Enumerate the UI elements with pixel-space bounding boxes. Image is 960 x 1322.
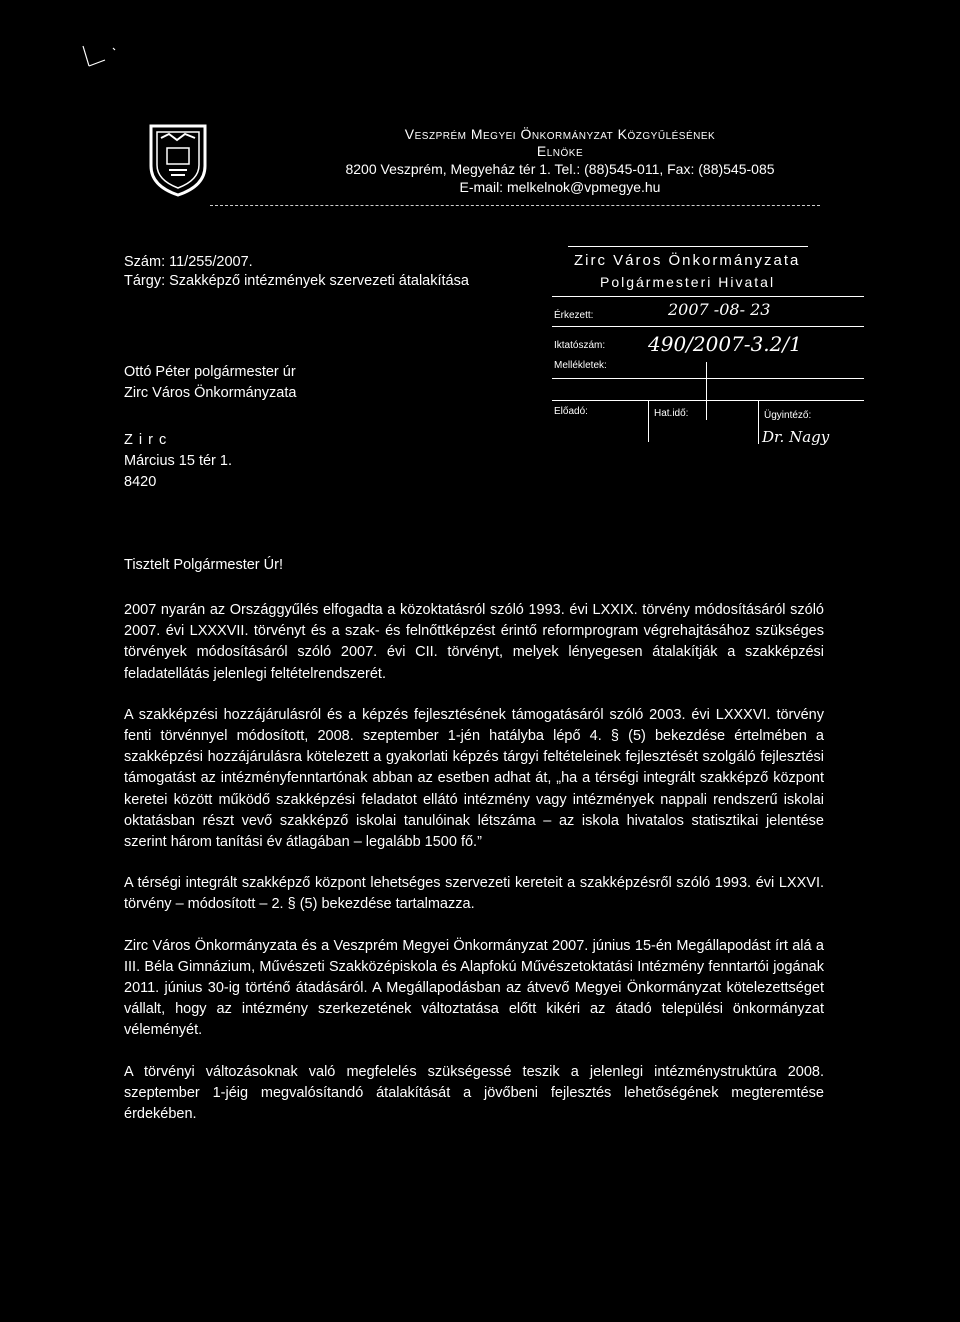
stamp-deadline-label: Hat.idő:	[654, 408, 689, 419]
registration-stamp	[548, 240, 873, 460]
county-coat-of-arms-icon	[147, 122, 209, 198]
stamp-received-label: Érkezett:	[554, 310, 594, 321]
document-number: Szám: 11/255/2007.	[124, 254, 253, 270]
body-paragraph: 2007 nyarán az Országgyűlés elfogadta a közoktatásról szóló 1993. évi LXXIX. törvény módosításáról szóló 2007. évi LXXXVII. törvényt és a szak- és felnőttképzést érintő reformprogram végrehajtásához szükséges törvények módosításáról szóló 2007. évi CII. törvényt, melyek lényegesen átalakítják a szakképzési feladatellátás jelenlegi feltételrendszerét.	[124, 602, 824, 682]
stamp-file-number: 490/2007-3.2/1	[648, 332, 802, 356]
recipient-city: Z i r c	[124, 432, 168, 448]
stamp-title-line2: Polgármesteri Hivatal	[600, 274, 776, 290]
letter-body	[124, 600, 824, 1145]
body-paragraph: A szakképzési hozzájárulásról és a képzés fejlesztésének támogatásáról szóló 2003. évi LXXXVI. törvény fenti törvénnyel módosított, 2008. szeptember 1-jén hatályba lépő 4. § (5) bekezdése értelmében a szakképzési hozzájárulásra kötelezett a gyakorlati képzés tárgyi feltételeinek fejlesztését szolgáló fejlesztési támogatást az intézményfenntartónak abban az esetben adhat át, „ha a térségi integrált szakképző központ keretei között működő szakképzési feladatot ellátó intézmény vagy intézmények nappali rendszerű iskolai oktatásban részt vevő szakképző iskolai tanulóinak létszáma – az iskola hivatalos statisztikai jelentése szerint három tanítási év átlagában – legalább 1500 fő.”	[124, 706, 824, 851]
recipient-name: Ottó Péter polgármester úr	[124, 364, 296, 380]
letterhead-role: Elnöke	[536, 143, 584, 159]
scan-artifact	[75, 40, 125, 80]
stamp-attachments-label: Mellékletek:	[554, 360, 607, 371]
salutation: Tisztelt Polgármester Úr!	[124, 557, 283, 573]
stamp-received-date: 2007 -08- 23	[668, 300, 771, 319]
stamp-title-line1: Zirc Város Önkormányzata	[574, 252, 801, 269]
stamp-file-number-label: Iktatószám:	[554, 340, 606, 351]
body-paragraph: A térségi integrált szakképző központ lehetséges szervezeti kereteit a szakképzésről szóló 1993. évi LXXVI. törvény – módosított – 2. § (5) bekezdése tartalmazza.	[124, 875, 824, 913]
recipient-zip: 8420	[124, 474, 157, 490]
stamp-handler-label: Előadó:	[554, 406, 588, 417]
recipient-organization: Zirc Város Önkormányzata	[124, 385, 297, 401]
stamp-admin-signature: Dr. Nagy	[762, 428, 830, 446]
letterhead-organization: Veszprém Megyei Önkormányzat Közgyűlésének	[404, 126, 716, 142]
letterhead-email: E-mail: melkelnok@vpmegye.hu	[459, 179, 661, 195]
recipient-street: Március 15 tér 1.	[124, 453, 232, 469]
body-paragraph: Zirc Város Önkormányzata és a Veszprém Megyei Önkormányzat 2007. június 15-én Megállapodást írt alá a III. Béla Gimnázium, Művészeti Szakközépiskola és Alapfokú Művészetoktatási Intézmény fenntartói jogának 2011. június 30-ig történő átadásáról. A Megállapodásban az átvevő Megyei Önkormányzat kötelezettséget vállalt, hogy az intézmény szerkezetének változtatása előtt kikéri az átadó települési önkormányzat véleményét.	[124, 937, 824, 1039]
body-paragraph: A törvényi változásoknak való megfelelés szükségessé teszik a jelenlegi intézménystruktúra 2008. szeptember 1-jéig megvalósítandó átalakítását a jövőbeni fejlesztés lehetőségének megteremtése érdekében.	[124, 1063, 824, 1123]
letterhead-divider	[210, 205, 820, 206]
document-subject: Tárgy: Szakképző intézmények szervezeti átalakítása	[124, 273, 469, 289]
letterhead-address: 8200 Veszprém, Megyeház tér 1. Tel.: (88)545-011, Fax: (88)545-085	[345, 161, 775, 177]
stamp-admin-label: Ügyintéző:	[764, 410, 812, 421]
